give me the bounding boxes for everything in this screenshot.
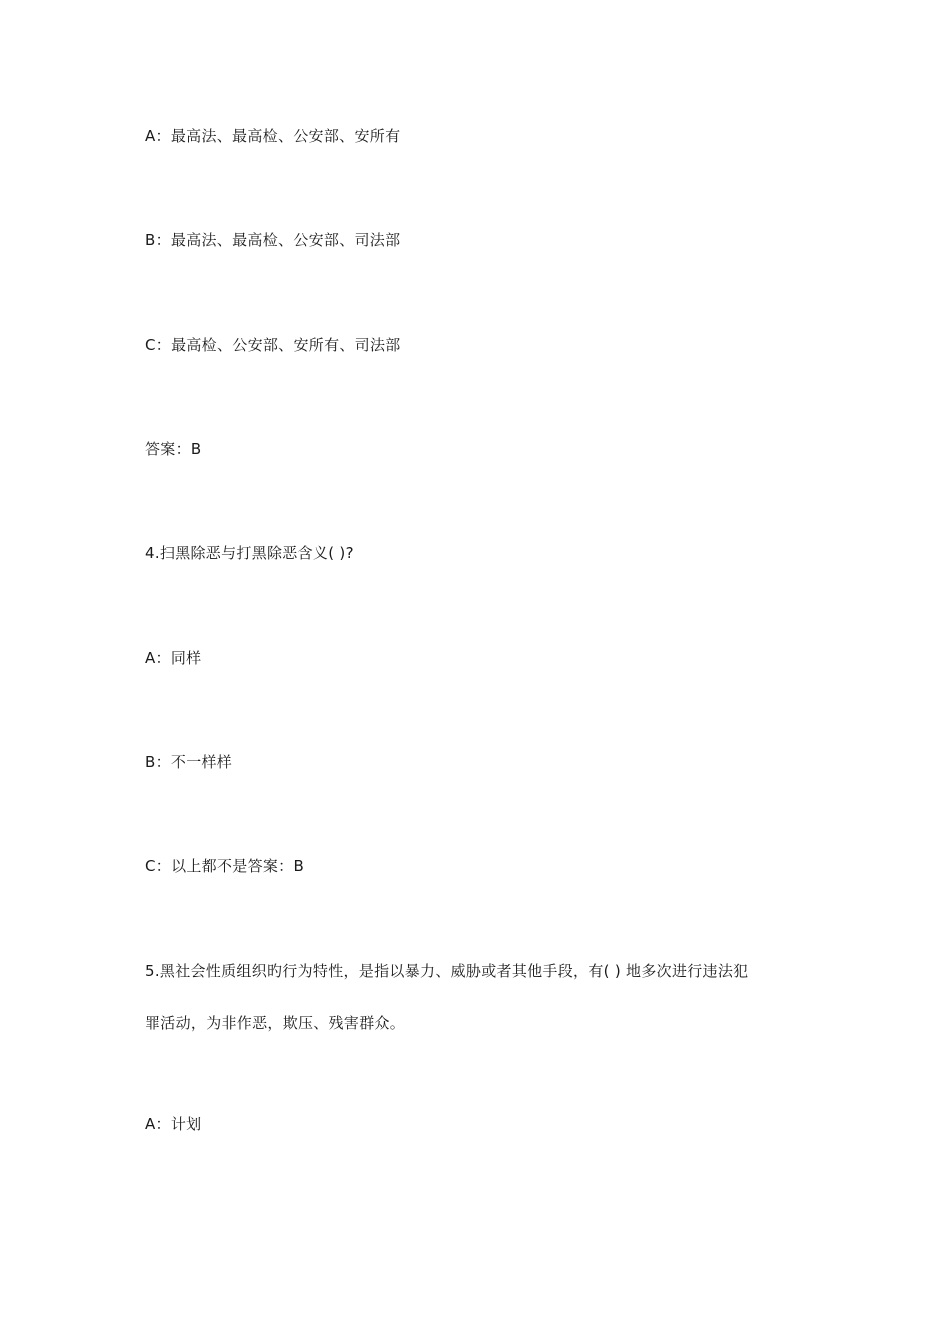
q5-question-line-2: 罪活动，为非作恶，欺压、残害群众。 bbox=[145, 1014, 406, 1032]
q4-option-a: A：同样 bbox=[145, 649, 202, 667]
q4-question: 4.扫黑除恶与打黑除恶含义( )? bbox=[145, 544, 354, 562]
q5-question-line-1: 5.黑社会性质组织旳行为特性，是指以暴力、威胁或者其他手段，有( ) 地多次进行违法犯 bbox=[145, 962, 749, 980]
q3-option-c: C：最高检、公安部、安所有、司法部 bbox=[145, 336, 401, 354]
q5-option-a: A：计划 bbox=[145, 1115, 202, 1133]
q3-option-a: A：最高法、最高检、公安部、安所有 bbox=[145, 127, 401, 145]
q3-option-b: B：最高法、最高检、公安部、司法部 bbox=[145, 231, 401, 249]
q4-option-c-answer: C：以上都不是答案：B bbox=[145, 857, 305, 875]
q4-option-b: B：不一样样 bbox=[145, 753, 233, 771]
q3-answer: 答案：B bbox=[145, 440, 202, 458]
